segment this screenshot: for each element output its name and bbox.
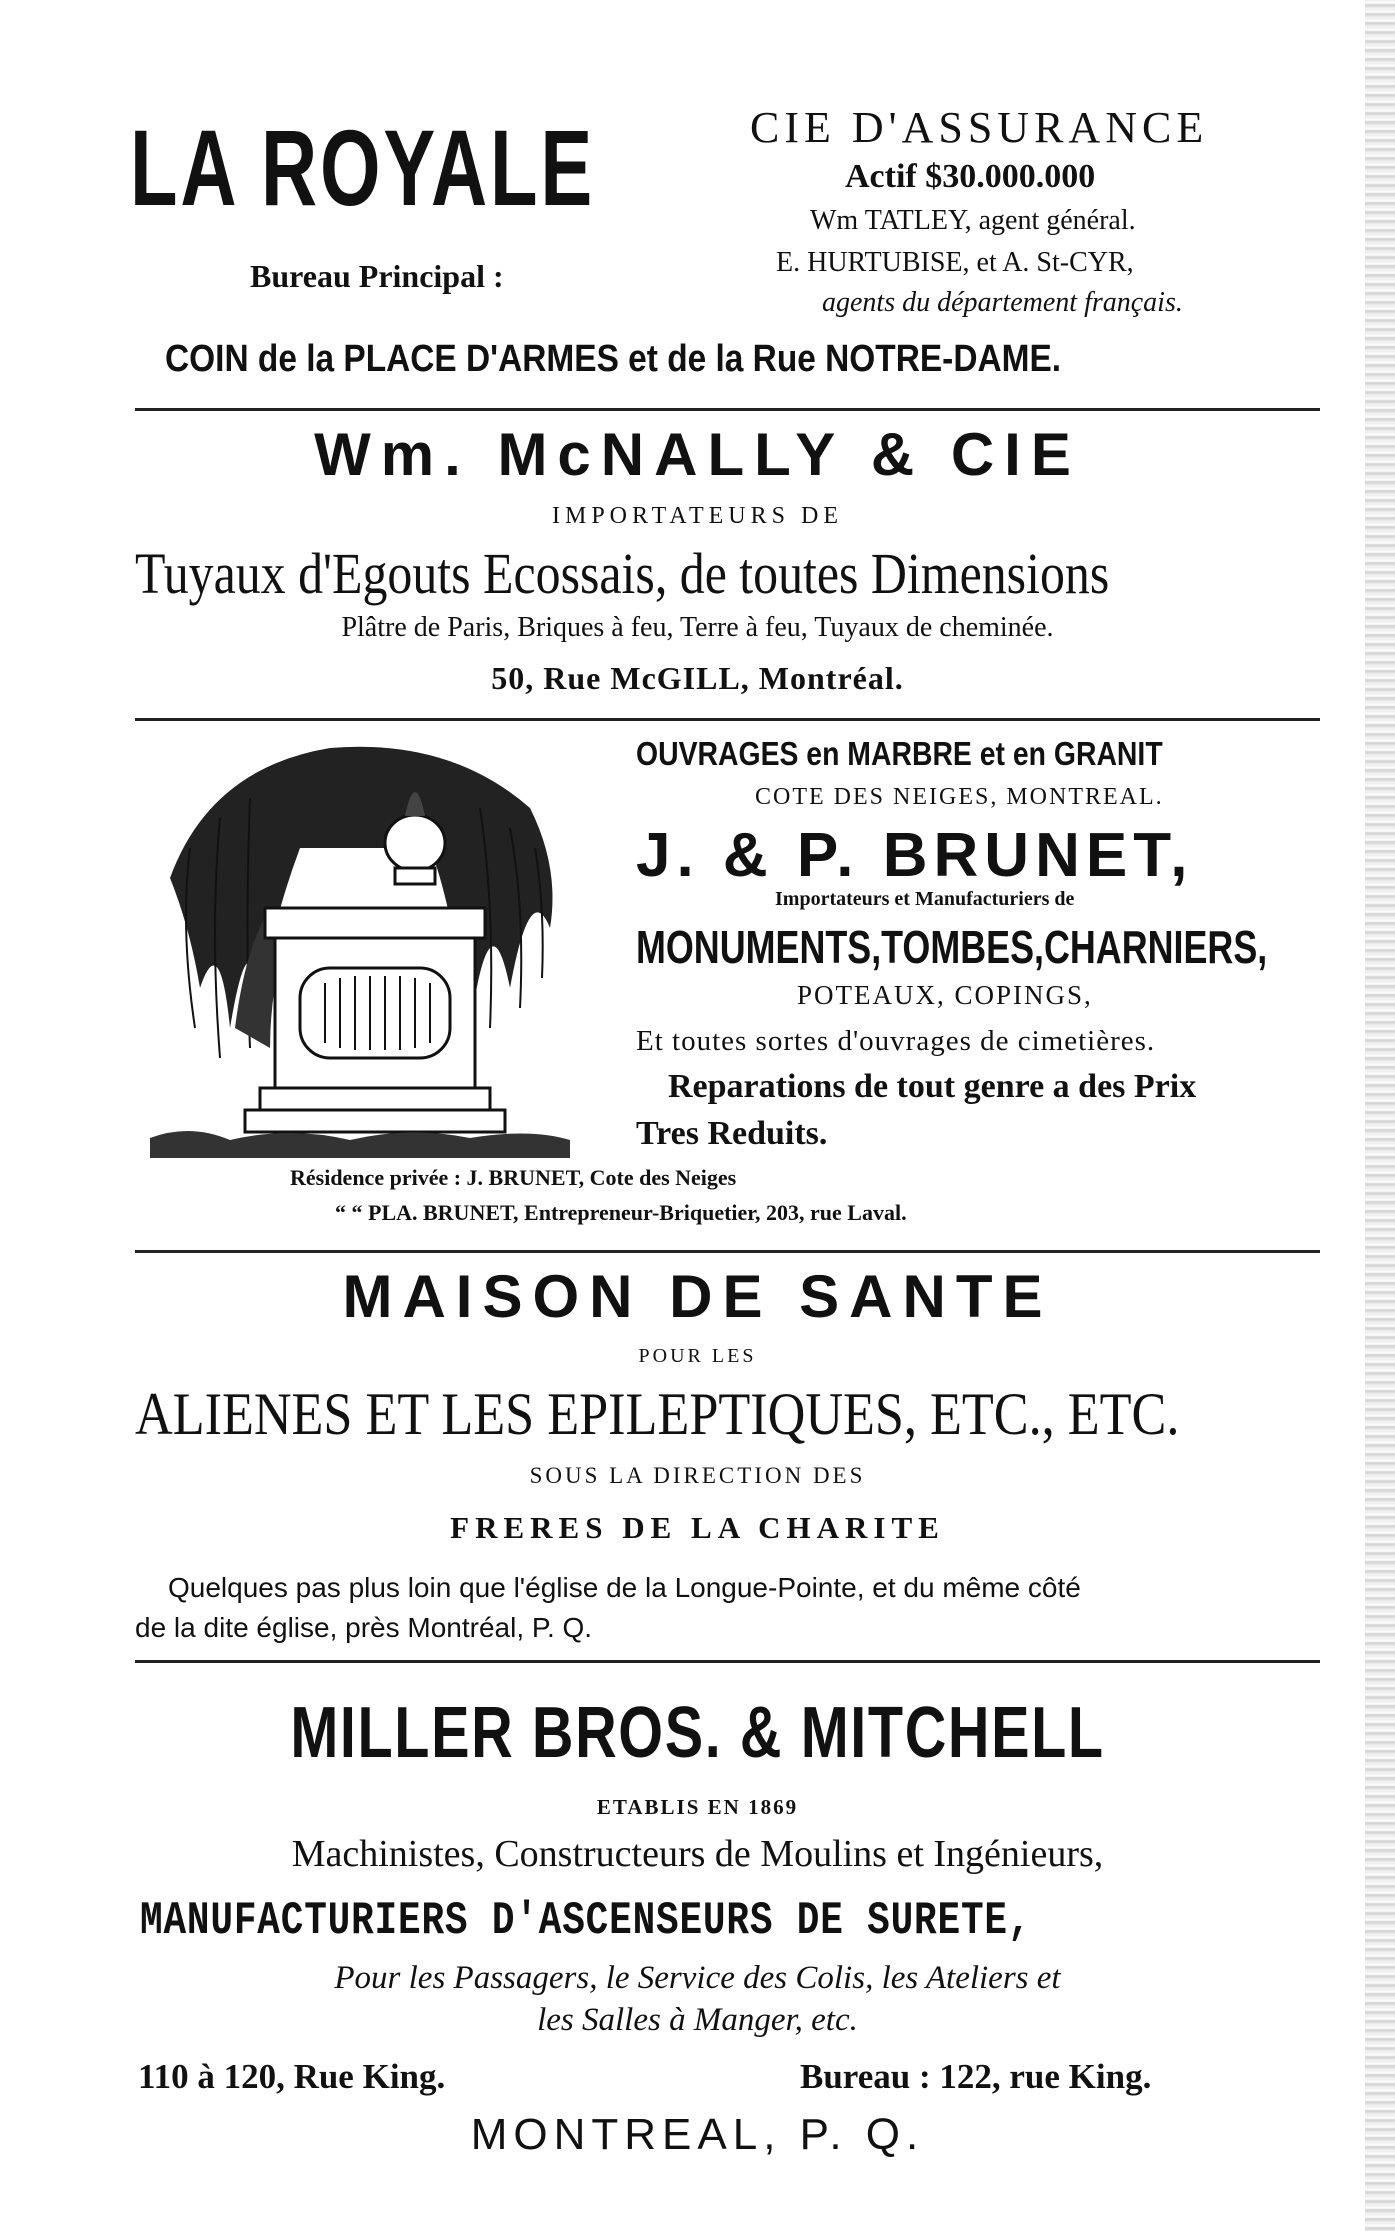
brunet-title: J. & P. BRUNET,	[636, 821, 1194, 890]
mcnally-subtitle: IMPORTATEURS DE	[552, 503, 843, 529]
bureau-label: Bureau Principal :	[250, 258, 504, 294]
miller-machinistes: Machinistes, Constructeurs de Moulins et Ingénieurs,	[291, 1833, 1104, 1875]
maison-title: MAISON DE SANTE	[342, 1263, 1053, 1330]
page-edge	[1365, 0, 1395, 2231]
divider	[135, 1660, 1320, 1663]
mcnally-products: Plâtre de Paris, Briques à feu, Terre à feu, Tuyaux de cheminée.	[341, 612, 1054, 643]
miller-city: MONTREAL, P. Q.	[470, 2110, 925, 2159]
brunet-poteaux: POTEAUX, COPINGS,	[797, 980, 1093, 1010]
divider	[135, 1250, 1320, 1253]
actif-amount: Actif $30.000.000	[845, 158, 1096, 195]
agents-department: agents du département français.	[822, 287, 1183, 318]
maison-pour-les: POUR LES	[638, 1345, 757, 1367]
la-royale-address: COIN de la PLACE D'ARMES et de la Rue NOTRE-DAME.	[165, 338, 1062, 380]
maison-location-2: de la dite église, près Montréal, P. Q.	[135, 1612, 593, 1643]
miller-etablis: ETABLIS EN 1869	[596, 1795, 799, 1819]
mcnally-headline: Tuyaux d'Egouts Ecossais, de toutes Dimensions	[135, 541, 1110, 606]
brunet-toutes-sortes: Et toutes sortes d'ouvrages de cimetières.	[636, 1025, 1156, 1057]
cie-assurance: CIE D'ASSURANCE	[750, 103, 1209, 152]
brunet-importateurs: Importateurs et Manufacturiers de	[775, 888, 1075, 910]
brunet-tres-reduits: Tres Reduits.	[636, 1115, 828, 1152]
brunet-monuments: MONUMENTS,TOMBES,CHARNIERS,	[636, 921, 1268, 973]
divider	[135, 408, 1320, 411]
maison-direction: SOUS LA DIRECTION DES	[529, 1463, 866, 1488]
maison-freres: FRERES DE LA CHARITE	[450, 1510, 945, 1545]
brunet-reparations: Reparations de tout genre a des Prix	[668, 1068, 1197, 1105]
miller-pour: Pour les Passagers, le Service des Colis, les Ateliers et	[334, 1960, 1061, 1996]
miller-salles: les Salles à Manger, etc.	[537, 2002, 858, 2038]
maison-headline: ALIENES ET LES EPILEPTIQUES, ETC., ETC.	[135, 1381, 1180, 1447]
divider	[135, 718, 1320, 721]
brunet-residence-2: “ “ PLA. BRUNET, Entrepreneur-Briquetier, 203, rue Laval.	[335, 1200, 907, 1225]
agents-names: E. HURTUBISE, et A. St-CYR,	[776, 247, 1134, 278]
brunet-location: COTE DES NEIGES, MONTREAL.	[755, 784, 1164, 810]
maison-location-1: Quelques pas plus loin que l'église de la Longue-Pointe, et du même côté	[168, 1572, 1081, 1603]
miller-address-2: Bureau : 122, rue King.	[800, 2057, 1152, 2096]
miller-address-1: 110 à 120, Rue King.	[138, 2057, 446, 2096]
miller-title: MILLER BROS. & MITCHELL	[290, 1693, 1105, 1773]
miller-manufacturiers: MANUFACTURIERS D'ASCENSEURS DE SURETE,	[140, 1895, 1032, 1947]
la-royale-title: LA ROYALE	[130, 107, 596, 228]
willow-monument-illustration	[150, 728, 570, 1158]
brunet-residence-1: Résidence privée : J. BRUNET, Cote des Neiges	[290, 1165, 737, 1190]
ouvrages-heading: OUVRAGES en MARBRE et en GRANIT	[636, 735, 1163, 772]
mcnally-title: Wm. McNALLY & CIE	[314, 421, 1081, 488]
agent-general: Wm TATLEY, agent général.	[810, 205, 1136, 236]
mcnally-address: 50, Rue McGILL, Montréal.	[491, 660, 904, 696]
